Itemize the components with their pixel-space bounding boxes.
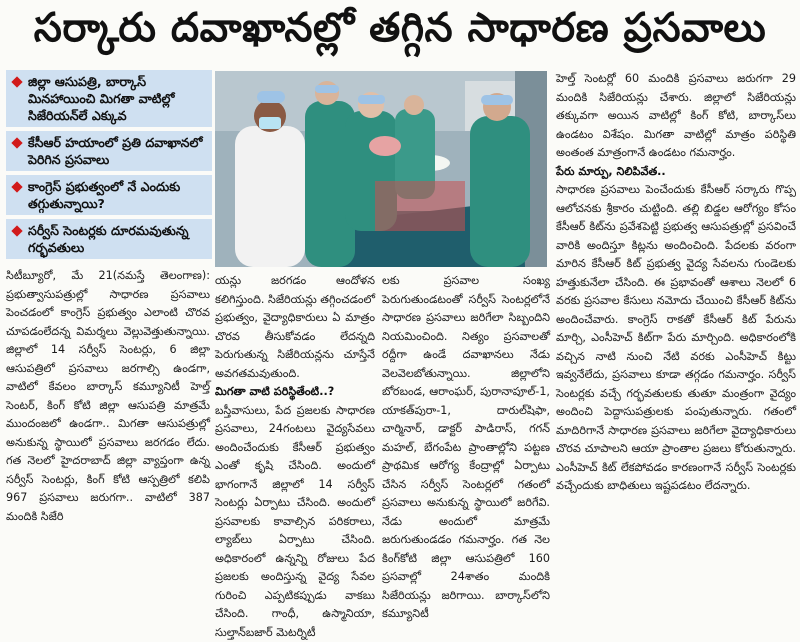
operating-room-illustration bbox=[215, 71, 547, 267]
article-column-2 bbox=[215, 272, 375, 642]
diamond-bullet-icon bbox=[11, 181, 22, 192]
article-column-3 bbox=[382, 272, 550, 624]
highlights-box bbox=[6, 70, 212, 263]
surgery-photo bbox=[215, 71, 547, 267]
diamond-bullet-icon bbox=[11, 137, 22, 148]
article-column-4 bbox=[556, 70, 796, 496]
article-paragraph: లకు ప్రసవాల సంఖ్య పెరుగుతుండటంతో సర్వీస్ సెంటర్లలోనే సాధారణ ప్రసవాలు జరిగేలా సిబ్బందిని నియమించింది. నిత్యం ప్రసవాలతో రద్దీగా ఉండే దవాఖానలు నేడు వెలవెలబోతున్నాయి. జిల్లాలోని బోరబండ, ఆరాంఘర్, పురానాపూల్-1, యాకత్‌పురా-1, దారుల్‌షిఫా, చార్మినార్, డాక్టర్ పాడిరాస్, గగన్ మహల్, బేగంపేట ప్రాంతాల్లోని పట్టణ ప్రాథమిక ఆరోగ్య కేంద్రాల్లో ఏర్పాటు చేసిన సర్వీస్ సెంటర్లలో గతంలో ప్రసవాలు అనుకున్న స్థాయిలో జరిగేవి. నేడు అందులో మాత్రమే జరుగుతుండడం గమనార్హం. గత నెల కింగ్‌కోటి జిల్లా ఆసుపత్రిలో 160 ప్రసవాల్లో 24శాతం మందికి సిజేరియన్లు జరిగాయి. బార్కాస్‌లోని కమ్యూనిటీ bbox=[382, 274, 550, 620]
highlight-item bbox=[6, 219, 212, 259]
highlight-text: కాంగ్రెస్ ప్రభుత్వంలో నే ఎందుకు తగ్గుతున్నాయి? bbox=[28, 178, 208, 212]
headline: సర్కారు దవాఖానల్లో తగ్గిన సాధారణ ప్రసవాలు bbox=[0, 0, 800, 66]
article-paragraph: హెల్త్ సెంటర్లో 60 మందికి ప్రసవాలు జరుగగా 29 మందికి సిజేరియన్లు చేశారు. జిల్లాలో సిజేరియన్లు తక్కువగా అయిన వాటిల్లో కింగ్ కోటి, బార్కాస్‌లు ఉండటం విశేషం. మిగతా వాటిల్లో మాత్రం పరిస్థితి అంతంత మాత్రంగానే ఉండటం గమనార్హం. bbox=[556, 70, 796, 163]
highlight-text: సర్వీస్ సెంటర్లకు దూరమవుతున్న గర్భవతులు bbox=[28, 222, 208, 256]
highlight-item bbox=[6, 131, 212, 171]
article-paragraph: బస్తీవాసులు, పేద ప్రజలకు సాధారణ ప్రసవాలు, 24గంటలు వైద్యసేవలు అందించేందుకు కేసీఆర్ ప్రభుత్వం ఎంతో కృషి చేసింది. అందులో భాగంగానే జిల్లాలో 14 సర్వీస్ సెంటర్లు ఏర్పాటు చేసింది. అందులో ప్రసవాలకు కావాల్సిన పరికరాలు, ల్యాబ్‌లు ఏర్పాటు చేసింది. అధికారంలో ఉన్నన్ని రోజులు పేద ప్రజలకు అందిస్తున్న వైద్య సేవల గురించి ఎప్పటికప్పుడు వాకబు చేసింది. గాంధీ, ఉస్మానియా, సుల్తాన్‌బజార్ మెటర్నిటీ bbox=[215, 402, 375, 642]
subheading: పేరు మార్పు, నిలిపివేత.. bbox=[556, 163, 796, 182]
highlight-text: కేసీఆర్ హయాంలో ప్రతి దవాఖానలో పెరిగిన ప్రసవాలు bbox=[28, 134, 208, 168]
article-paragraph: యన్లు జరగడం ఆందోళన కలిగిస్తుంది. సిజేరియన్లు తగ్గించడంలో ప్రభుత్వం, వైద్యాధికారులు ఏ మాత్రం చొరవ తీసుకోవడం లేదన్నది పెరుగుతున్న సిజేరియన్లను చూస్తేనే అవగతమవుతుంది. bbox=[215, 272, 375, 383]
article-paragraph: సిటీబ్యూరో, మే 21(నమస్తే తెలంగాణ): ప్రభుత్వాసుపత్రుల్లో సాధారణ ప్రసవాలు పెంచడంలో కాంగ్రెస్ ప్రభుత్వం ఎలాంటి చొరవ చూపడంలేదన్న విమర్శలు వెల్లువెత్తుతున్నాయి. జిల్లాలో 14 సర్వీస్ సెంటర్లు, 6 జిల్లా ఆసుపత్రిలో ప్రసవాలు జరగాల్సి ఉండగా, వాటిలో కేవలం బార్కాస్ కమ్యూనిటీ హెల్త్ సెంటర్, కింగ్ కోటి జిల్లా ఆసుపత్రి మాత్రమే ముందంజలో ఉండగా.. మిగతా ఆసుపత్రుల్లో అనుకున్న స్థాయిలో ప్రసవాలు జరగడం లేదు. గత నెలలో హైదరాబాద్ జిల్లా వ్యాప్తంగా ఉన్న సర్వీస్ సెంటర్లు, కింగ్ కోటి ఆస్పత్రిలో కలిపి 967 ప్రసవాలు జరుగగా.. వాటిలో 387 మందికి సిజేరి bbox=[6, 269, 210, 523]
highlight-text: జిల్లా ఆసుపత్రి, బార్కాస్ మినహాయించి మిగతా వాటిల్లో సిజేరియన్‌లే ఎక్కువ bbox=[28, 73, 208, 124]
article-column-1 bbox=[6, 267, 210, 526]
diamond-bullet-icon bbox=[11, 225, 22, 236]
highlight-item bbox=[6, 70, 212, 127]
diamond-bullet-icon bbox=[11, 76, 22, 87]
subheading: మిగతా వాటి పరిస్థితేంటి..? bbox=[215, 383, 375, 402]
highlight-item bbox=[6, 175, 212, 215]
article-paragraph: సాధారణ ప్రసవాలు పెంచేందుకు కేసీఆర్ సర్కారు గొప్ప ఆలోచనకు శ్రీకారం చుట్టింది. తల్లి బిడ్డల ఆరోగ్యం కోసం కేసీఆర్ కిట్‌ను ప్రవేశపెట్టి ప్రభుత్వ ఆసుపత్రుల్లో ప్రసవించే వారికి అందిస్తూ కిట్లను అందించింది. పేదలకు వరంగా మారిన కేసీఆర్ కిట్ ప్రభుత్వ వైద్య సేవలను గుండెలకు హత్తుకునేలా చేసింది. ఈ ప్రభావంతో ఆశాలు నెలలో 6 వరకు ప్రసవాల కేసులు నమోదు చేయించి కేసీఆర్ కిట్‌ను అందించేవారు. కాంగ్రెస్ రాకతో కేసీఆర్ కిట్ పేరును మార్చి, ఎంసీహెచ్ కిట్‌గా పేరు మార్చింది. అధికారంలోకి వచ్చిన నాటి నుంచి నేటి వరకు ఎంసీహెచ్ కిట్టు ఇవ్వనేలేదు, ప్రసవాలు కూడా తగ్గడం గమనార్హం. సర్వీస్ సెంటర్లకు వచ్చే గర్భవతులకు తుతూ మంత్రంగా వైద్యం అందించి పెద్దాసుపత్రులకు పంపుతున్నారు. గతంలో మాదిరిగానే సాధారణ ప్రసవాలు జరిగేలా వైద్యాధికారులు చొరవ చూపాలని ఆయా ప్రాంతాల ప్రజలు కోరుతున్నారు. ఎంసీహెచ్ కిట్ లేకపోవడం కారణంగానే సర్వీస్ సెంటర్లకు వచ్చేందుకు బాధితులు ఇష్టపడటం లేదన్నారు. bbox=[556, 181, 796, 496]
